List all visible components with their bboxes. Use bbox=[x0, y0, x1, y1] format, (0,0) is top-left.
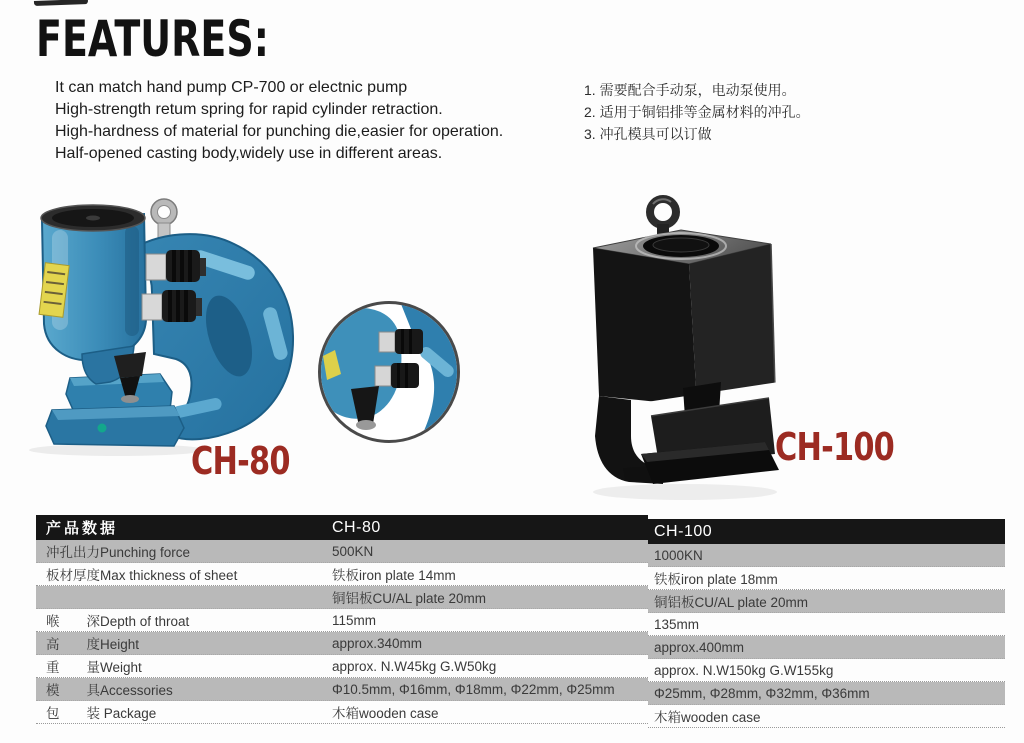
ch100-machine-illustration bbox=[565, 192, 790, 504]
hydraulic-coupler-icon bbox=[142, 290, 202, 322]
ch80-detail-inset bbox=[318, 301, 460, 443]
table-header-row bbox=[36, 515, 648, 540]
hydraulic-coupler-icon bbox=[146, 250, 206, 282]
ch80-machine-illustration bbox=[22, 196, 312, 461]
spec-value-ch80: Φ10.5mm, Φ16mm, Φ18mm, Φ22mm, Φ25mm bbox=[332, 681, 615, 697]
table-row bbox=[648, 636, 1005, 659]
feature-item: 2. 适用于铜铝排等金属材料的冲孔。 bbox=[584, 104, 810, 120]
spec-value-ch100: 铁板iron plate 18mm bbox=[654, 572, 778, 587]
front-face bbox=[593, 248, 697, 406]
table-row bbox=[648, 705, 1005, 728]
table-row bbox=[648, 682, 1005, 705]
ch100-product-photo bbox=[565, 192, 790, 504]
page-title: FEATURES: bbox=[36, 10, 269, 68]
table-row bbox=[36, 563, 648, 586]
spec-label: 喉 深Depth of throat bbox=[46, 614, 190, 629]
machine-base bbox=[623, 442, 779, 484]
indicator-dot bbox=[98, 424, 107, 433]
spec-value-ch80: 500KN bbox=[332, 543, 374, 559]
eye-bolt-icon bbox=[151, 199, 177, 240]
table-row bbox=[36, 540, 648, 563]
spec-label: 模 具Accessories bbox=[46, 683, 173, 698]
spec-value-ch80: 115mm bbox=[332, 612, 377, 628]
spec-value-ch100: Φ25mm, Φ28mm, Φ32mm, Φ36mm bbox=[654, 685, 870, 701]
table-row bbox=[648, 544, 1005, 567]
spec-value-ch100: approx. N.W150kg G.W155kg bbox=[654, 662, 834, 678]
hydraulic-coupler-icon bbox=[379, 329, 423, 354]
table-row bbox=[648, 613, 1005, 636]
eye-bolt-icon bbox=[650, 199, 676, 236]
ch80-product-photo bbox=[22, 196, 312, 461]
spec-value-ch80: 铜铝板CU/AL plate 20mm bbox=[332, 591, 487, 606]
spec-value-ch100: 135mm bbox=[654, 616, 700, 632]
table-corner-header: 产品数据 bbox=[46, 520, 119, 537]
spec-value-ch100: 1000KN bbox=[654, 547, 703, 563]
spec-value-ch100: 木箱wooden case bbox=[654, 710, 761, 725]
spec-label: 板材厚度Max thickness of sheet bbox=[46, 568, 238, 583]
spec-value-ch80: approx.340mm bbox=[332, 635, 423, 651]
spec-table-right-half bbox=[648, 519, 1005, 728]
table-row bbox=[36, 678, 648, 701]
hydraulic-coupler-icon bbox=[375, 363, 419, 388]
table-row bbox=[36, 655, 648, 678]
spec-label: 冲孔出力Punching force bbox=[46, 545, 191, 560]
ch80-detail-illustration bbox=[321, 304, 460, 443]
table-header-row bbox=[648, 519, 1005, 544]
punch-die bbox=[351, 386, 379, 430]
spec-value-ch80: 木箱wooden case bbox=[332, 706, 439, 721]
spec-label: 包 装 Package bbox=[46, 706, 157, 721]
feature-item: 3. 冲孔模具可以订做 bbox=[584, 126, 712, 142]
table-row bbox=[36, 701, 648, 724]
feature-item: It can match hand pump CP-700 or electnic pump bbox=[55, 79, 408, 96]
model-label-ch100: CH-100 bbox=[775, 425, 895, 469]
spec-value-ch80: approx. N.W45kg G.W50kg bbox=[332, 658, 497, 674]
spec-value-ch100: 铜铝板CU/AL plate 20mm bbox=[654, 595, 809, 610]
table-row bbox=[648, 590, 1005, 613]
scan-artifact-mark bbox=[34, 0, 88, 6]
feature-item: 1. 需要配合手动泵，电动泵使用。 bbox=[584, 82, 796, 98]
spec-value-ch80: 铁板iron plate 14mm bbox=[332, 568, 456, 583]
feature-item: High-strength retum spring for rapid cylinder retraction. bbox=[55, 101, 443, 118]
spec-table bbox=[36, 515, 1005, 730]
column-header-ch80: CH-80 bbox=[332, 518, 381, 536]
column-header-ch100: CH-100 bbox=[654, 522, 713, 540]
table-row bbox=[648, 659, 1005, 682]
feature-list-english bbox=[55, 77, 503, 165]
spec-table-left-half bbox=[36, 515, 648, 724]
feature-item: Half-opened casting body,widely use in different areas. bbox=[55, 145, 443, 162]
table-row bbox=[36, 632, 648, 655]
spec-value-ch100: approx.400mm bbox=[654, 639, 745, 655]
right-face bbox=[689, 244, 775, 406]
table-row bbox=[36, 586, 648, 609]
model-label-ch80: CH-80 bbox=[191, 439, 290, 483]
feature-list-chinese bbox=[584, 79, 810, 145]
table-row bbox=[648, 567, 1005, 590]
table-row bbox=[36, 609, 648, 632]
floor-shadow bbox=[593, 484, 777, 500]
machine-base bbox=[46, 406, 184, 446]
spec-label: 重 量Weight bbox=[46, 660, 142, 675]
spec-label: 高 度Height bbox=[46, 637, 140, 652]
feature-item: High-hardness of material for punching die,easier for operation. bbox=[55, 123, 504, 140]
